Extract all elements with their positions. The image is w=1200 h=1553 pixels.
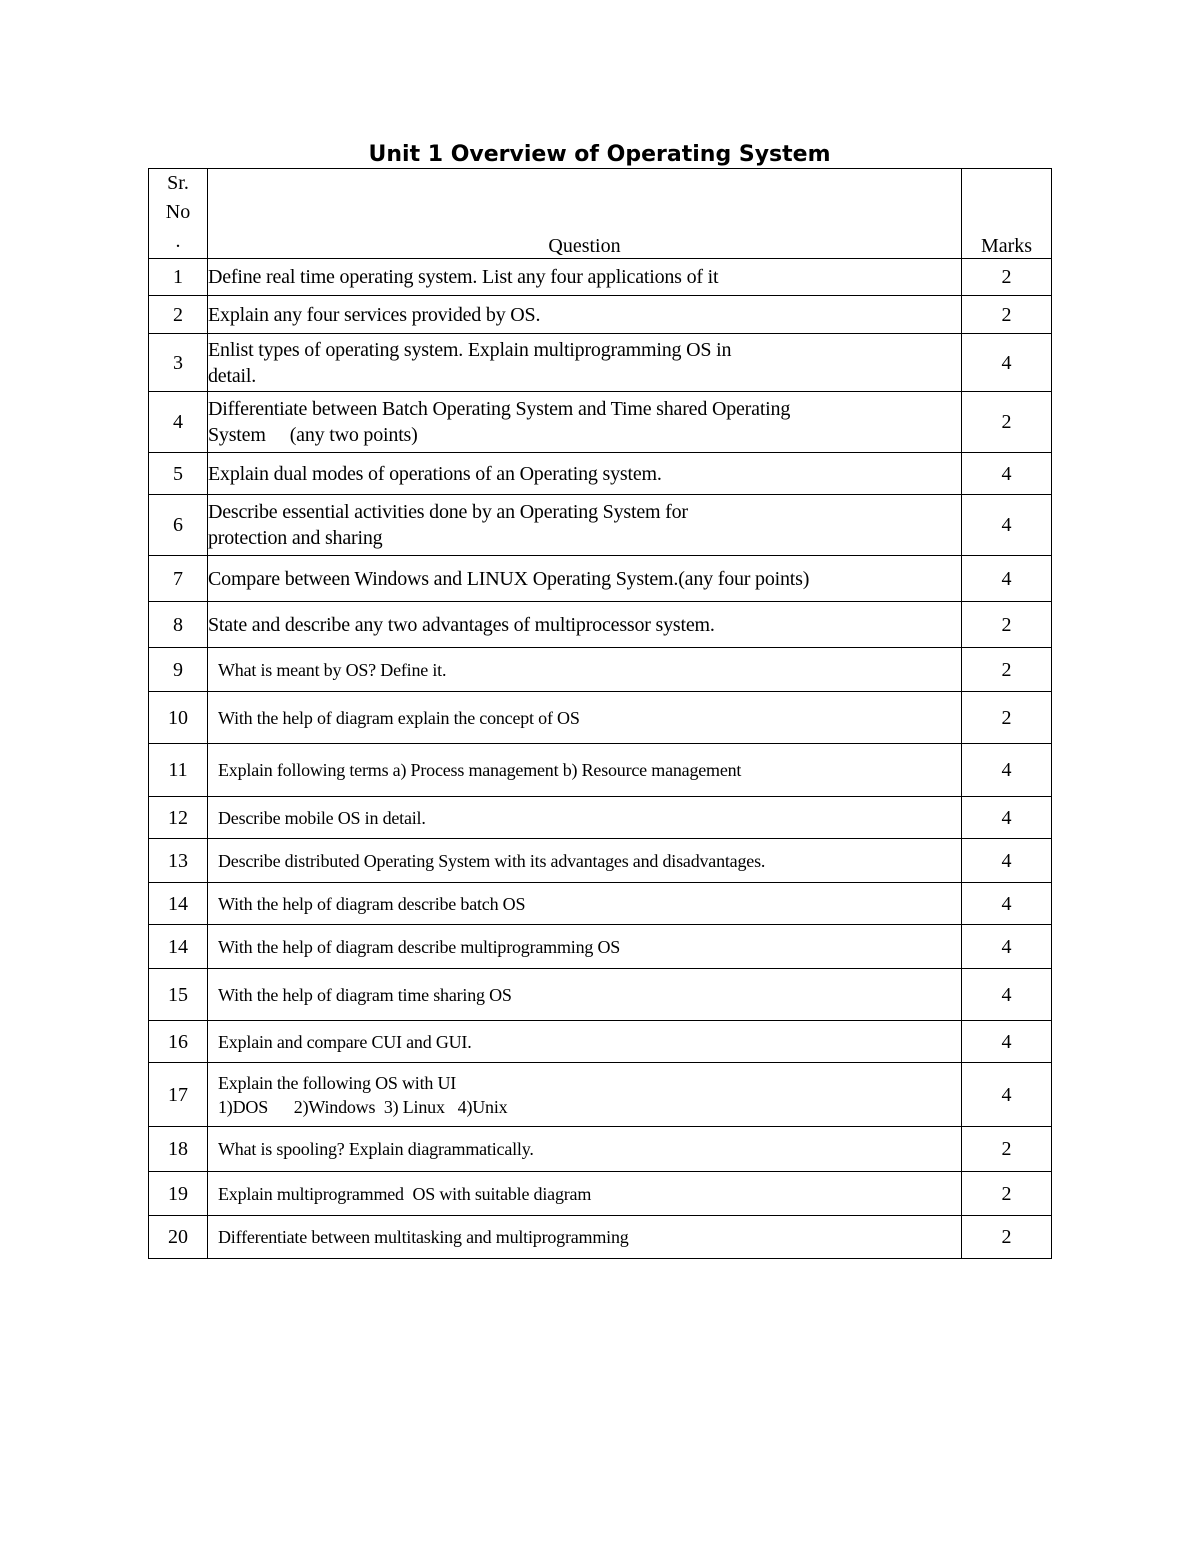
row-question <box>208 883 962 925</box>
row-marks: 2 <box>962 1127 1052 1172</box>
row-question <box>208 1063 962 1127</box>
row-question <box>208 969 962 1021</box>
row-question <box>208 1216 962 1259</box>
row-question-line: With the help of diagram explain the concept of OS <box>218 707 580 728</box>
row-question <box>208 259 962 296</box>
row-marks: 2 <box>962 392 1052 453</box>
row-marks: 2 <box>962 1172 1052 1216</box>
row-marks: 2 <box>962 648 1052 692</box>
row-sr-no: 1 <box>149 259 208 296</box>
row-question <box>208 1172 962 1216</box>
row-question-line: Explain and compare CUI and GUI. <box>218 1031 472 1052</box>
row-question-line: detail. <box>208 364 257 387</box>
row-marks: 4 <box>962 1021 1052 1063</box>
row-question <box>208 296 962 334</box>
row-question-line: What is meant by OS? Define it. <box>218 659 447 680</box>
row-question-line: System (any two points) <box>208 424 418 446</box>
row-question <box>208 797 962 839</box>
row-sr-no: 11 <box>149 744 208 797</box>
table-row <box>149 495 1052 556</box>
header-sr-no-line: Sr. <box>167 172 189 194</box>
row-sr-no: 18 <box>149 1127 208 1172</box>
row-question-line: State and describe any two advantages of multiprocessor system. <box>208 613 715 636</box>
row-sr-no: 17 <box>149 1063 208 1127</box>
row-marks: 2 <box>962 692 1052 744</box>
row-question-line: Explain following terms a) Process management b) Resource management <box>218 760 742 780</box>
row-marks: 4 <box>962 495 1052 556</box>
row-question-line: Differentiate between Batch Operating System and Time shared Operating <box>208 398 791 420</box>
row-marks: 4 <box>962 1063 1052 1127</box>
row-sr-no: 5 <box>149 453 208 495</box>
row-question-line: Describe distributed Operating System with its advantages and disadvantages. <box>218 850 766 871</box>
table-row <box>149 1063 1052 1127</box>
row-sr-no: 2 <box>149 296 208 334</box>
table-row <box>149 1021 1052 1063</box>
row-marks: 2 <box>962 296 1052 334</box>
table-row <box>149 797 1052 839</box>
row-sr-no: 10 <box>149 692 208 744</box>
table-row <box>149 296 1052 334</box>
row-sr-no: 13 <box>149 839 208 883</box>
row-marks: 2 <box>962 602 1052 648</box>
row-question <box>208 602 962 648</box>
row-question <box>208 392 962 453</box>
table-row <box>149 1216 1052 1259</box>
row-question <box>208 334 962 392</box>
row-marks: 4 <box>962 969 1052 1021</box>
row-question-line: What is spooling? Explain diagrammatically. <box>218 1139 534 1159</box>
table-row <box>149 259 1052 296</box>
row-sr-no: 14 <box>149 925 208 969</box>
header-question: Question <box>208 169 962 259</box>
row-question-line: Explain dual modes of operations of an Operating system. <box>208 462 662 485</box>
header-sr-no <box>149 169 208 259</box>
row-question-line: With the help of diagram time sharing OS <box>218 984 512 1005</box>
row-question <box>208 839 962 883</box>
row-sr-no: 19 <box>149 1172 208 1216</box>
table-row <box>149 392 1052 453</box>
row-question-line: Explain the following OS with UI <box>218 1072 457 1093</box>
row-question-line: Explain any four services provided by OS. <box>208 303 541 326</box>
row-marks: 4 <box>962 453 1052 495</box>
table-row <box>149 1127 1052 1172</box>
row-question-line: Compare between Windows and LINUX Operating System.(any four points) <box>208 567 810 590</box>
row-question-line: With the help of diagram describe batch OS <box>218 893 526 914</box>
row-marks: 4 <box>962 797 1052 839</box>
row-question-line: Enlist types of operating system. Explain multiprogramming OS in <box>208 338 732 361</box>
row-question <box>208 925 962 969</box>
row-sr-no: 9 <box>149 648 208 692</box>
table-row <box>149 648 1052 692</box>
header-sr-no-line: . <box>175 230 181 252</box>
row-sr-no: 7 <box>149 556 208 602</box>
header-marks: Marks <box>962 169 1052 259</box>
row-question-line: Describe essential activities done by an Operating System for <box>208 501 688 523</box>
questions-table <box>148 168 1052 1259</box>
row-question <box>208 495 962 556</box>
row-marks: 2 <box>962 1216 1052 1259</box>
row-question-line: Explain multiprogrammed OS with suitable diagram <box>218 1183 592 1204</box>
table-row <box>149 969 1052 1021</box>
table-row <box>149 556 1052 602</box>
row-sr-no: 6 <box>149 495 208 556</box>
row-sr-no: 16 <box>149 1021 208 1063</box>
row-question <box>208 692 962 744</box>
row-question-line: Define real time operating system. List any four applications of it <box>208 266 719 288</box>
page-title: Unit 1 Overview of Operating System <box>368 142 831 167</box>
row-marks: 4 <box>962 883 1052 925</box>
table-row <box>149 925 1052 969</box>
table-row <box>149 602 1052 648</box>
row-question <box>208 1021 962 1063</box>
row-sr-no: 4 <box>149 392 208 453</box>
table-header-row <box>149 169 1052 259</box>
row-marks: 2 <box>962 259 1052 296</box>
row-question <box>208 1127 962 1172</box>
row-marks: 4 <box>962 744 1052 797</box>
row-question-line: With the help of diagram describe multiprogramming OS <box>218 936 621 957</box>
row-sr-no: 12 <box>149 797 208 839</box>
table-row <box>149 334 1052 392</box>
row-sr-no: 3 <box>149 334 208 392</box>
row-question <box>208 648 962 692</box>
row-marks: 4 <box>962 839 1052 883</box>
row-question <box>208 744 962 797</box>
row-question <box>208 556 962 602</box>
row-question-line: Describe mobile OS in detail. <box>218 807 426 828</box>
header-sr-no-line: No <box>165 201 191 223</box>
row-question-line: Differentiate between multitasking and multiprogramming <box>218 1227 629 1247</box>
row-sr-no: 15 <box>149 969 208 1021</box>
row-question-line: protection and sharing <box>208 527 383 549</box>
row-marks: 4 <box>962 925 1052 969</box>
table-row <box>149 744 1052 797</box>
table-row <box>149 692 1052 744</box>
row-sr-no: 14 <box>149 883 208 925</box>
row-sr-no: 20 <box>149 1216 208 1259</box>
table-row <box>149 453 1052 495</box>
row-marks: 4 <box>962 334 1052 392</box>
row-question-line: 1)DOS 2)Windows 3) Linux 4)Unix <box>218 1096 508 1117</box>
table-row <box>149 839 1052 883</box>
table-row <box>149 883 1052 925</box>
row-sr-no: 8 <box>149 602 208 648</box>
row-question <box>208 453 962 495</box>
row-marks: 4 <box>962 556 1052 602</box>
table-row <box>149 1172 1052 1216</box>
